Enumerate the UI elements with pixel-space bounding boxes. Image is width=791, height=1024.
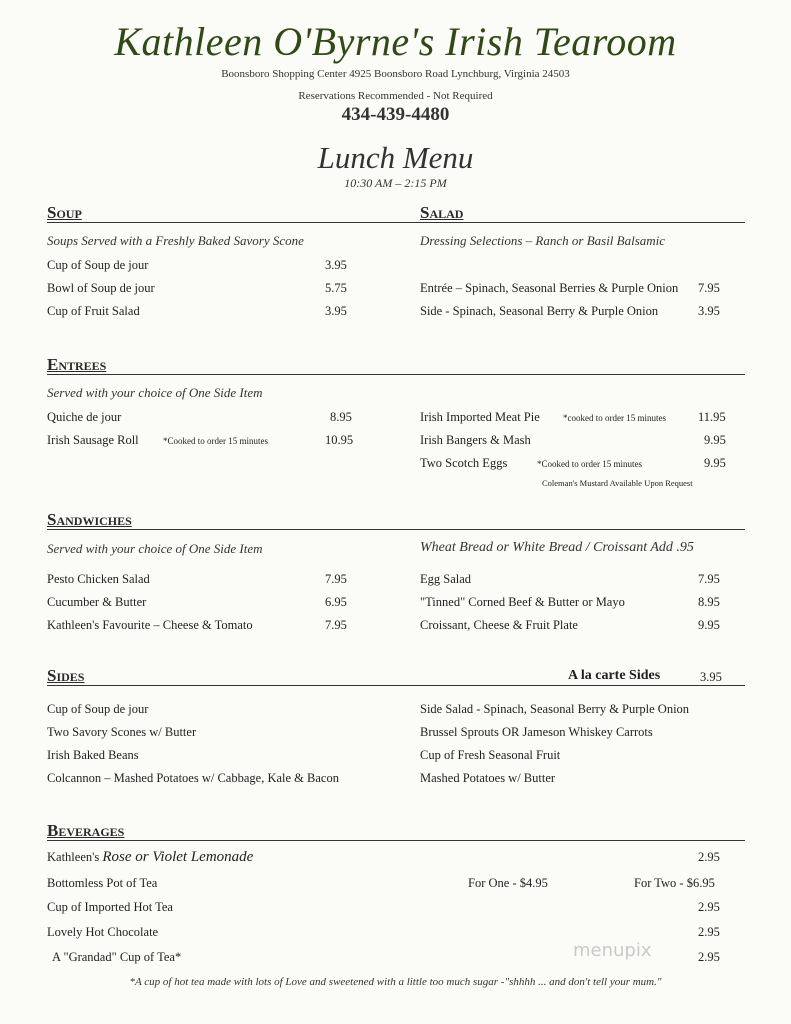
menu-item: Croissant, Cheese & Fruit Plate [420, 618, 578, 632]
menu-price: 2.95 [698, 950, 720, 964]
section-heading-sides: Sides [47, 666, 85, 685]
side-item: Brussel Sprouts OR Jameson Whiskey Carrots [420, 725, 653, 739]
section-rule [47, 222, 745, 223]
side-item: Colcannon – Mashed Potatoes w/ Cabbage, Kale & Bacon [47, 771, 339, 785]
phone-number: 434-439-4480 [341, 104, 450, 125]
menu-item: Entrée – Spinach, Seasonal Berries & Purple Onion [420, 281, 679, 295]
section-rule [47, 374, 745, 375]
menu-price: 5.75 [325, 281, 347, 295]
menu-price: 7.95 [325, 572, 347, 586]
address: Boonsboro Shopping Center 4925 Boonsboro Road Lynchburg, Virginia 24503 [221, 68, 570, 80]
section-heading-beverages: Beverages [47, 821, 125, 840]
side-item: Cup of Soup de jour [47, 702, 149, 716]
pot-for-one-price: For One - $4.95 [468, 876, 548, 890]
sandwiches-subtitle-left: Served with your choice of One Side Item [47, 541, 263, 556]
side-item: Side Salad - Spinach, Seasonal Berry & Purple Onion [420, 702, 690, 716]
side-item: Two Savory Scones w/ Butter [47, 725, 197, 739]
menu-item: Kathleen's Favourite – Cheese & Tomato [47, 618, 253, 632]
section-rule [47, 529, 745, 530]
cook-time-note: *Cooked to order 15 minutes [537, 459, 642, 469]
menu-item: "Tinned" Corned Beef & Butter or Mayo [420, 595, 625, 609]
menu-item: Irish Bangers & Mash [420, 433, 531, 447]
lemonade-prefix: Kathleen's [47, 850, 100, 864]
salad-subtitle: Dressing Selections – Ranch or Basil Balsamic [420, 233, 666, 248]
menu-item: Side - Spinach, Seasonal Berry & Purple Onion [420, 304, 659, 318]
menu-price: 3.95 [325, 304, 347, 318]
restaurant-title: Kathleen O'Byrne's Irish Tearoom [114, 19, 677, 64]
footer-note: *A cup of hot tea made with lots of Love and sweetened with a little too much sugar -"shhhh ... and don't tell your mum." [129, 976, 662, 988]
alacarte-sides-price: 3.95 [700, 670, 722, 684]
entrees-subtitle: Served with your choice of One Side Item [47, 385, 263, 400]
menu-price: 6.95 [325, 595, 347, 609]
menu-price: 8.95 [698, 595, 720, 609]
side-item: Irish Baked Beans [47, 748, 139, 762]
menu-price: 10.95 [325, 433, 354, 447]
section-heading-soup: Soup [47, 203, 82, 222]
menu-price: 7.95 [698, 572, 720, 586]
section-rule [47, 840, 745, 841]
section-heading-salad: Salad [420, 203, 464, 222]
menu-item: Cup of Soup de jour [47, 258, 149, 272]
reservations-note: Reservations Recommended - Not Required [298, 90, 493, 102]
side-item: Cup of Fresh Seasonal Fruit [420, 748, 561, 762]
beverage-item: A "Grandad" Cup of Tea* [52, 950, 182, 964]
menu-price: 3.95 [698, 304, 720, 318]
menu-item: Cucumber & Butter [47, 595, 147, 609]
menu-price: 7.95 [325, 618, 347, 632]
cook-time-note: *cooked to order 15 minutes [563, 413, 666, 423]
beverage-item: Cup of Imported Hot Tea [47, 900, 173, 914]
menu-price: 7.95 [698, 281, 720, 295]
menu-price: 2.95 [698, 925, 720, 939]
pot-for-two-price: For Two - $6.95 [634, 876, 715, 890]
menu-title: Lunch Menu [317, 140, 474, 175]
menu-price: 2.95 [698, 900, 720, 914]
beverage-item: Lovely Hot Chocolate [47, 925, 159, 939]
sandwiches-subtitle-right: Wheat Bread or White Bread / Croissant Add .95 [420, 540, 694, 555]
menu-price: 11.95 [698, 410, 726, 424]
side-item: Mashed Potatoes w/ Butter [420, 771, 556, 785]
menu-item: Bowl of Soup de jour [47, 281, 155, 295]
menu-price: 2.95 [698, 850, 720, 864]
menu-price: 3.95 [325, 258, 347, 272]
menu-item: Two Scotch Eggs [420, 456, 508, 470]
menu-item: Quiche de jour [47, 410, 122, 424]
menu-item: Pesto Chicken Salad [47, 572, 150, 586]
menu-item: Irish Sausage Roll [47, 433, 139, 447]
menu-price: 9.95 [698, 618, 720, 632]
cook-time-note: *Cooked to order 15 minutes [163, 436, 268, 446]
menu-item: Egg Salad [420, 572, 472, 586]
beverage-item [47, 849, 253, 866]
menu-price: 9.95 [704, 433, 726, 447]
menu-price: 9.95 [704, 456, 726, 470]
menu-item: Cup of Fruit Salad [47, 304, 140, 318]
watermark: menupix [573, 940, 652, 961]
alacarte-sides-label: A la carte Sides [568, 668, 661, 683]
menu-price: 8.95 [330, 410, 352, 424]
section-heading-sandwiches: Sandwiches [47, 510, 132, 529]
mustard-note: Coleman's Mustard Available Upon Request [542, 478, 693, 488]
section-rule [47, 685, 745, 686]
lemonade-name: Rose or Violet Lemonade [102, 849, 254, 865]
section-heading-entrees: Entrees [47, 355, 107, 374]
menu-hours: 10:30 AM – 2:15 PM [344, 176, 447, 190]
menu-item: Irish Imported Meat Pie [420, 410, 540, 424]
soup-subtitle: Soups Served with a Freshly Baked Savory Scone [47, 233, 304, 248]
beverage-item: Bottomless Pot of Tea [47, 876, 158, 890]
